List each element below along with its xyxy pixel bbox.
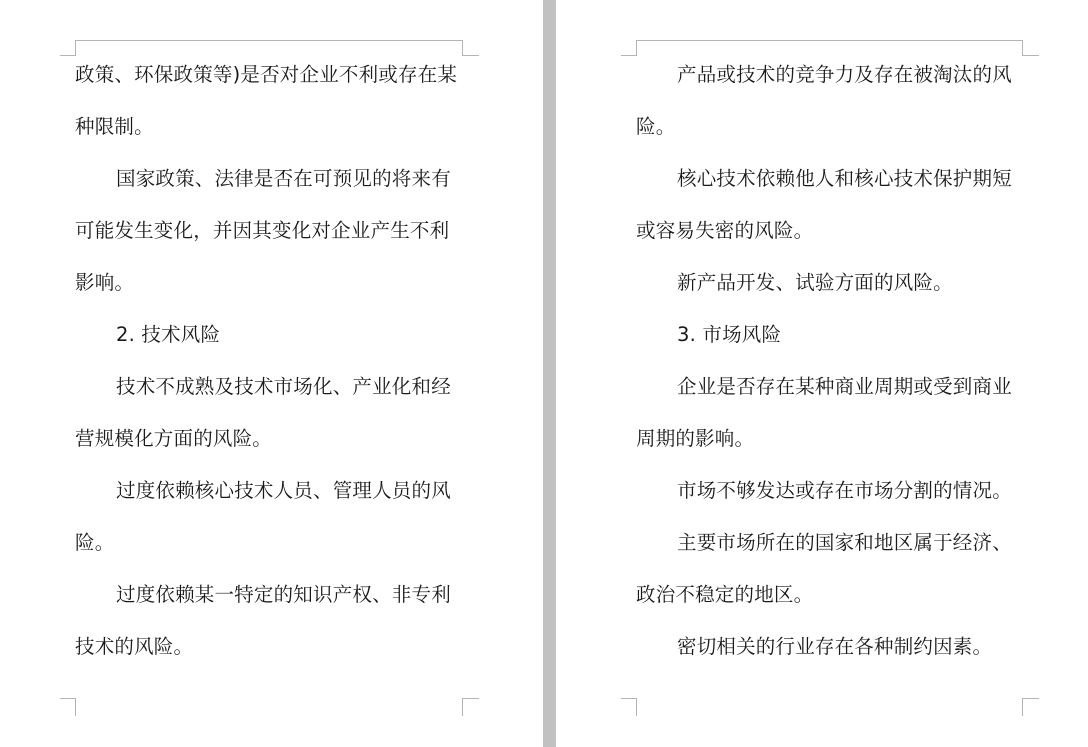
text-line: 影响。: [75, 271, 135, 294]
document-page-left: [0, 0, 543, 747]
margin-corner-mark: [621, 698, 637, 716]
page-gap: [543, 0, 556, 747]
text-line: 种限制。: [75, 115, 154, 138]
text-line: 或容易失密的风险。: [636, 219, 814, 242]
header-line: [636, 40, 1022, 41]
text-line: 技术不成熟及技术市场化、产业化和经: [116, 375, 451, 398]
text-line: 企业是否存在某种商业周期或受到商业: [677, 375, 1012, 398]
margin-corner-mark: [1022, 698, 1039, 716]
margin-corner-mark: [462, 698, 479, 716]
text-line: 产品或技术的竞争力及存在被淘汰的风: [677, 63, 1012, 86]
text-line: 市场不够发达或存在市场分割的情况。: [677, 479, 1012, 502]
text-line: 过度依赖某一特定的知识产权、非专利: [116, 583, 451, 606]
text-line: 周期的影响。: [636, 427, 755, 450]
page-text[interactable]: [75, 49, 465, 673]
document-page-right: [556, 0, 1088, 747]
text-line: 险。: [636, 115, 676, 138]
margin-corner-mark: [621, 40, 637, 56]
text-line: 主要市场所在的国家和地区属于经济、: [677, 531, 1012, 554]
text-line: 险。: [75, 531, 115, 554]
text-line: 新产品开发、试验方面的风险。: [677, 271, 953, 294]
text-line: 密切相关的行业存在各种制约因素。: [677, 635, 993, 658]
text-line: 可能发生变化，并因其变化对企业产生不利: [75, 219, 450, 242]
text-line: 3. 市场风险: [677, 323, 782, 346]
text-line: 核心技术依赖他人和核心技术保护期短: [677, 167, 1012, 190]
text-line: 2. 技术风险: [116, 323, 221, 346]
text-line: 过度依赖核心技术人员、管理人员的风: [116, 479, 451, 502]
text-line: 技术的风险。: [75, 635, 194, 658]
page-text[interactable]: [636, 49, 1026, 673]
text-line: 国家政策、法律是否在可预见的将来有: [116, 167, 451, 190]
margin-corner-mark: [60, 40, 76, 56]
text-line: 政治不稳定的地区。: [636, 583, 814, 606]
text-line: 营规模化方面的风险。: [75, 427, 273, 450]
header-line: [75, 40, 462, 41]
text-line: 政策、环保政策等)是否对企业不利或存在某: [75, 63, 458, 86]
margin-corner-mark: [60, 698, 76, 716]
